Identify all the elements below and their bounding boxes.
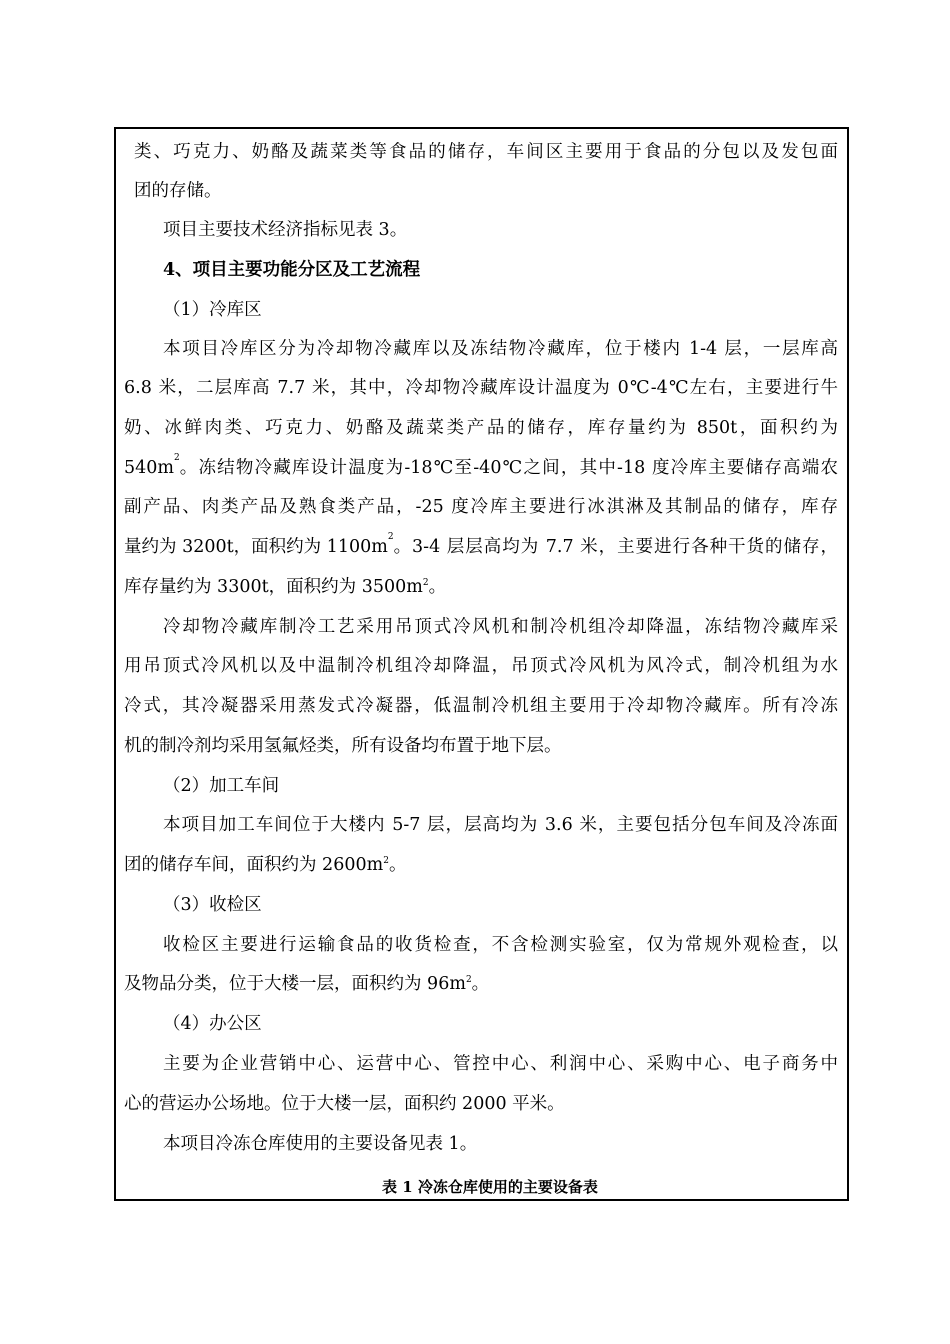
superscript: 2 bbox=[465, 975, 472, 985]
superscript: 2 bbox=[174, 453, 180, 463]
paragraph-line bbox=[124, 577, 446, 597]
paragraph-line: 冷却物冷藏库制冷工艺采用吊顶式冷风机和制冷机组冷却降温，冻结物冷藏库采 bbox=[163, 617, 838, 637]
text-segment: 库存量约为 3300t，面积约为 3500m bbox=[124, 577, 423, 597]
text-segment: 团的储存车间，面积约为 2600m bbox=[124, 855, 384, 875]
superscript: 2 bbox=[422, 578, 429, 588]
paragraph-line bbox=[124, 453, 838, 478]
subsection-heading: （4）办公区 bbox=[163, 1014, 262, 1034]
paragraph-line: 心的营运办公场地。位于大楼一层，面积约 2000 平米。 bbox=[124, 1094, 565, 1114]
paragraph-line: 机的制冷剂均采用氢氟烃类，所有设备均布置于地下层。 bbox=[124, 736, 562, 756]
paragraph-line bbox=[124, 532, 838, 557]
paragraph-line: 本项目加工车间位于大楼内 5-7 层，层高均为 3.6 米，主要包括分包车间及冷冻面 bbox=[163, 815, 838, 835]
paragraph-line: 冷式，其冷凝器采用蒸发式冷凝器，低温制冷机组主要用于冷却物冷藏库。所有冷冻 bbox=[124, 696, 838, 716]
paragraph-line: 项目主要技术经济指标见表 3。 bbox=[163, 220, 408, 240]
paragraph-line: 类、巧克力、奶酪及蔬菜类等食品的储存，车间区主要用于食品的分包以及发包面 bbox=[134, 142, 838, 162]
subsection-heading: （1）冷库区 bbox=[163, 300, 262, 320]
paragraph-line bbox=[124, 974, 489, 994]
section-heading: 4、项目主要功能分区及工艺流程 bbox=[163, 260, 421, 280]
paragraph-line: 收检区主要进行运输食品的收货检查，不含检测实验室，仅为常规外观检查，以 bbox=[163, 935, 838, 955]
paragraph-line: 副产品、肉类产品及熟食类产品，-25 度冷库主要进行冰淇淋及其制品的储存，库存 bbox=[124, 497, 838, 517]
text-segment: 。 bbox=[428, 577, 447, 597]
text-segment: 。3-4 层层高均为 7.7 米，主要进行各种干货的储存， bbox=[393, 537, 838, 557]
text-segment: 。 bbox=[471, 974, 490, 994]
text-segment: 。冻结物冷藏库设计温度为-18℃至-40℃之间，其中-18 度冷库主要储存高端农 bbox=[179, 458, 838, 478]
paragraph-line bbox=[124, 855, 406, 875]
text-segment: 。 bbox=[388, 855, 407, 875]
superscript: 2 bbox=[387, 532, 394, 542]
paragraph-line: 6.8 米，二层库高 7.7 米，其中，冷却物冷藏库设计温度为 0℃-4℃左右，主要进行牛 bbox=[124, 378, 838, 398]
paragraph-line: 用吊顶式冷风机以及中温制冷机组冷却降温，吊顶式冷风机为风冷式，制冷机组为水 bbox=[124, 656, 838, 676]
paragraph-line: 团的存储。 bbox=[134, 181, 222, 201]
text-segment: 及物品分类，位于大楼一层，面积约为 96m bbox=[124, 974, 466, 994]
paragraph-line: 主要为企业营销中心、运营中心、管控中心、利润中心、采购中心、电子商务中 bbox=[163, 1054, 838, 1074]
table-caption: 表 1 冷冻仓库使用的主要设备表 bbox=[382, 1178, 598, 1196]
subsection-heading: （2）加工车间 bbox=[163, 776, 280, 796]
paragraph-line: 奶、冰鲜肉类、巧克力、奶酪及蔬菜类产品的储存，库存量约为 850t，面积约为 bbox=[124, 418, 838, 438]
paragraph-line: 本项目冷库区分为冷却物冷藏库以及冻结物冷藏库，位于楼内 1-4 层，一层库高 bbox=[163, 339, 838, 359]
paragraph-line: 本项目冷冻仓库使用的主要设备见表 1。 bbox=[163, 1134, 478, 1154]
superscript: 2 bbox=[383, 856, 389, 866]
subsection-heading: （3）收检区 bbox=[163, 895, 262, 915]
text-segment: 540m bbox=[124, 458, 174, 478]
text-segment: 量约为 3200t，面积约为 1100m bbox=[124, 537, 388, 557]
